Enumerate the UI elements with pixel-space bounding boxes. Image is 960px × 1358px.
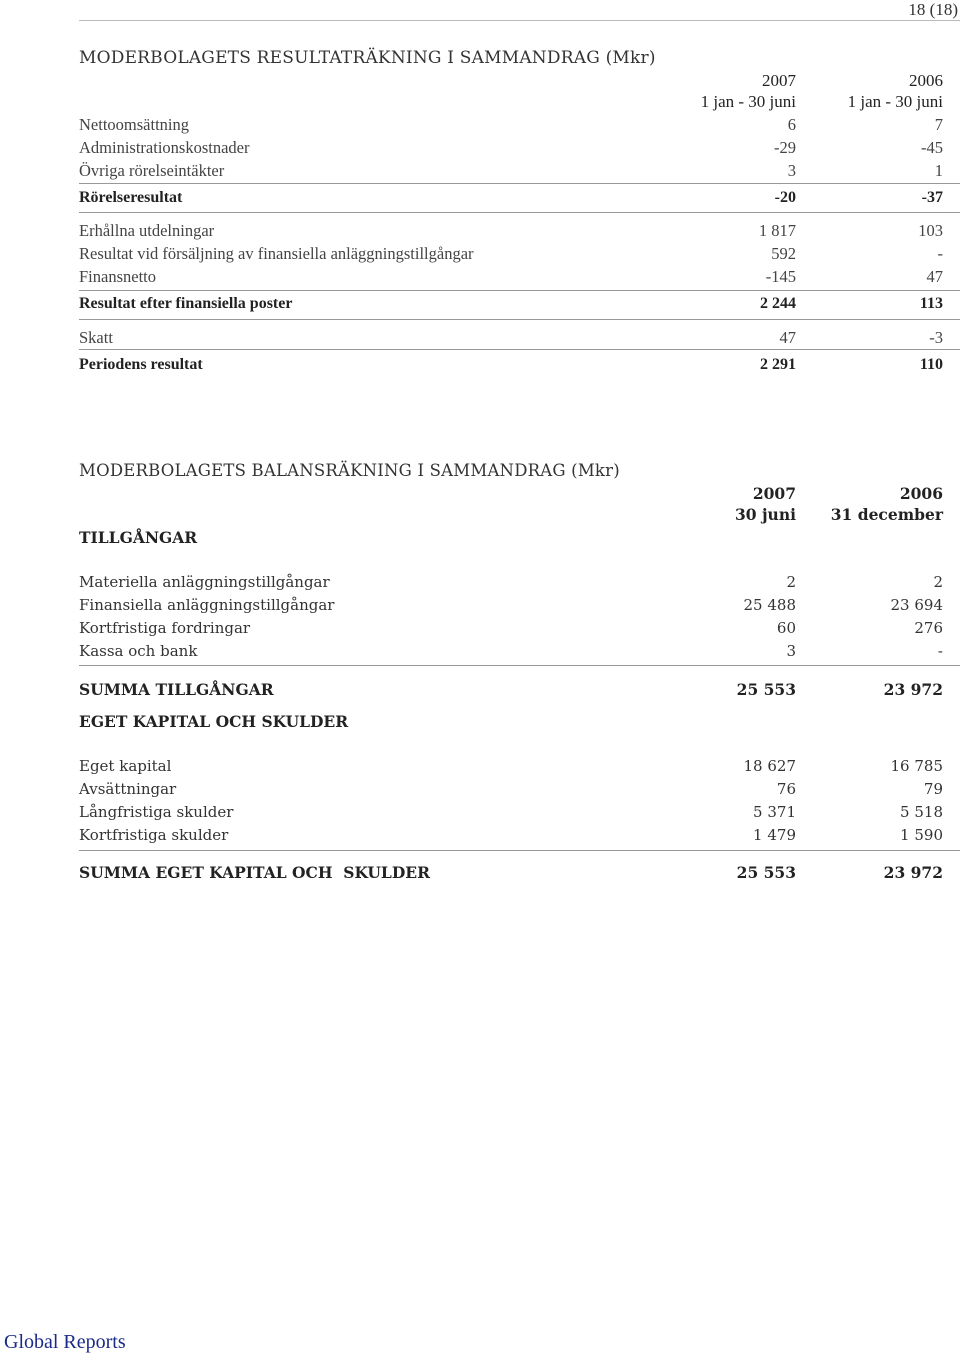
equity-row	[79, 826, 960, 848]
row-label: Periodens resultat	[79, 356, 203, 373]
value-2006: 23 972	[883, 680, 943, 699]
value-2006: -3	[929, 328, 943, 347]
page-number: 18 (18)	[908, 0, 958, 19]
value-2007: 5 371	[753, 803, 796, 821]
divider	[79, 349, 960, 350]
value-2006: 2	[933, 573, 943, 591]
divider	[79, 183, 960, 184]
income-row	[79, 244, 960, 266]
row-label: Rörelseresultat	[79, 189, 183, 206]
row-label: Materiella anläggningstillgångar	[79, 573, 330, 591]
value-2006: 23 694	[890, 596, 943, 614]
value-2006: 1	[934, 161, 943, 180]
value-2007: 18 627	[743, 757, 796, 775]
value-2007: -20	[774, 189, 796, 206]
row-label: Nettoomsättning	[79, 115, 189, 134]
assets-total-row	[79, 680, 960, 702]
value-2006: 1 590	[900, 826, 943, 844]
value-2006: 110	[919, 356, 943, 373]
value-2006: 16 785	[890, 757, 943, 775]
equity-heading-row	[79, 712, 960, 734]
row-label: Erhållna utdelningar	[79, 221, 215, 240]
value-2006: 103	[918, 221, 943, 240]
value-2007: 3	[786, 642, 796, 660]
row-label: Kortfristiga skulder	[79, 826, 229, 844]
income-subtotal-row	[79, 295, 960, 317]
row-label: Administrationskostnader	[79, 138, 250, 157]
value-2007: 2 291	[760, 356, 796, 373]
income-year-2006: 2006	[909, 71, 943, 90]
value-2006: 23 972	[883, 863, 943, 882]
row-label: Resultat vid försäljning av finansiella anläggningstillgångar	[79, 244, 474, 263]
value-2006: 113	[919, 295, 943, 312]
row-label: Kortfristiga fordringar	[79, 619, 251, 637]
value-2006: -	[937, 642, 943, 660]
row-label: Resultat efter finansiella poster	[79, 295, 293, 312]
row-label: Kassa och bank	[79, 642, 198, 660]
assets-heading-row	[79, 528, 960, 550]
row-label: SUMMA EGET KAPITAL OCH SKULDER	[79, 863, 430, 882]
value-2007: -145	[765, 267, 796, 286]
value-2006: 79	[923, 780, 943, 798]
equity-row	[79, 757, 960, 779]
value-2007: 25 553	[736, 680, 796, 699]
value-2006: -37	[921, 189, 943, 206]
row-label: Finansnetto	[79, 267, 156, 286]
income-total-row	[79, 356, 960, 378]
value-2007: 25 553	[736, 863, 796, 882]
income-year-header	[79, 71, 960, 93]
value-2006: -	[937, 244, 943, 263]
value-2007: 1 817	[758, 221, 796, 240]
income-period-header	[79, 92, 960, 114]
row-label: SUMMA TILLGÅNGAR	[79, 680, 274, 699]
equity-row	[79, 803, 960, 825]
value-2007: 6	[787, 115, 796, 134]
income-row	[79, 138, 960, 160]
assets-heading: TILLGÅNGAR	[79, 528, 198, 547]
equity-total-row	[79, 863, 960, 885]
balance-year-header	[79, 484, 960, 506]
row-label: Skatt	[79, 328, 113, 347]
divider	[79, 850, 960, 851]
income-row	[79, 328, 960, 350]
income-row	[79, 115, 960, 137]
top-rule	[79, 20, 960, 21]
balance-sheet-title: MODERBOLAGETS BALANSRÄKNING I SAMMANDRAG (Mkr)	[79, 461, 620, 480]
income-year-2007: 2007	[762, 71, 796, 90]
income-period-2006: 1 jan - 30 juni	[847, 92, 943, 111]
divider	[79, 212, 960, 213]
income-subtotal-row	[79, 189, 960, 211]
balance-period-2007: 30 juni	[734, 505, 796, 524]
income-row	[79, 267, 960, 289]
equity-heading: EGET KAPITAL OCH SKULDER	[79, 712, 349, 731]
value-2006: -45	[921, 138, 943, 157]
row-label: Övriga rörelseintäkter	[79, 161, 225, 180]
footer-brand: Global Reports	[4, 1331, 126, 1353]
value-2006: 276	[914, 619, 943, 637]
value-2007: -29	[774, 138, 796, 157]
value-2006: 7	[934, 115, 943, 134]
value-2007: 60	[776, 619, 796, 637]
value-2006: 47	[926, 267, 943, 286]
balance-year-2007: 2007	[752, 484, 796, 503]
income-period-2007: 1 jan - 30 juni	[700, 92, 796, 111]
value-2007: 3	[787, 161, 796, 180]
balance-period-2006: 31 december	[830, 505, 943, 524]
value-2007: 76	[776, 780, 796, 798]
balance-year-2006: 2006	[899, 484, 943, 503]
asset-row	[79, 573, 960, 595]
row-label: Avsättningar	[79, 780, 177, 798]
value-2007: 592	[771, 244, 796, 263]
income-statement-title: MODERBOLAGETS RESULTATRÄKNING I SAMMANDRAG (Mkr)	[79, 48, 656, 68]
row-label: Finansiella anläggningstillgångar	[79, 596, 335, 614]
value-2006: 5 518	[900, 803, 943, 821]
asset-row	[79, 619, 960, 641]
divider	[79, 319, 960, 320]
income-row	[79, 161, 960, 183]
divider	[79, 665, 960, 666]
value-2007: 1 479	[753, 826, 796, 844]
row-label: Eget kapital	[79, 757, 172, 775]
value-2007: 47	[779, 328, 796, 347]
value-2007: 2	[786, 573, 796, 591]
asset-row	[79, 642, 960, 664]
divider	[79, 290, 960, 291]
asset-row	[79, 596, 960, 618]
value-2007: 2 244	[760, 295, 796, 312]
balance-period-header	[79, 505, 960, 527]
row-label: Långfristiga skulder	[79, 803, 234, 821]
equity-row	[79, 780, 960, 802]
value-2007: 25 488	[743, 596, 796, 614]
income-row	[79, 221, 960, 243]
